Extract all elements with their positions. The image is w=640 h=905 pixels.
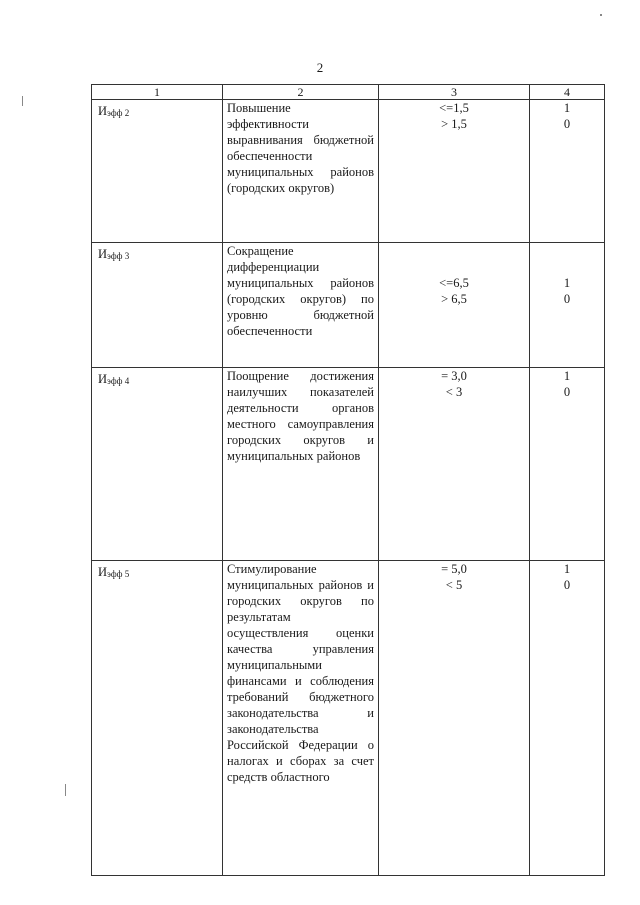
indicator-code: Иэфф 5 [92,561,223,876]
indicator-description: Стимулирование муниципальных районов и городских округов по результатам осуществления оценки качества управления муниципальными финансами и соблюдения требований бюджетного законодательства и законодательства Российской Федерации о налогах и сборах за счет средств областного [223,561,379,876]
column-header: 1 [92,85,223,100]
column-header: 4 [530,85,605,100]
scores [530,243,605,368]
threshold-value: > 6,5 [441,292,467,306]
score-value: 0 [563,578,571,592]
threshold-value: <=1,5 [439,101,469,115]
table-row [92,561,605,876]
threshold-value: <=6,5 [439,276,469,290]
scan-mark [600,14,602,16]
threshold-value: = 5,0 [441,562,467,576]
threshold-values [379,100,530,243]
score-value: 1 [563,276,571,290]
indicator-description: Поощрение достижения наилучших показателей деятельности органов местного самоуправления городских округов и муниципальных районов [223,368,379,561]
indicator-code: Иэфф 4 [92,368,223,561]
threshold-values [379,368,530,561]
table-row [92,243,605,368]
score-value: 0 [563,385,571,399]
indicator-description: Сокращение дифференциации муниципальных районов (городских округов) по уровню бюджетной обеспеченности [223,243,379,368]
threshold-value: > 1,5 [441,117,467,131]
indicator-code: Иэфф 2 [92,100,223,243]
threshold-values [379,243,530,368]
indicator-description: Повышение эффективности выравнивания бюджетной обеспеченности муниципальных районов (городских округов) [223,100,379,243]
column-header: 2 [223,85,379,100]
scores [530,100,605,243]
score-value: 0 [563,117,571,131]
table-row [92,100,605,243]
scan-mark [22,96,23,106]
scores [530,368,605,561]
score-value: 1 [563,369,571,383]
table-row [92,368,605,561]
threshold-value: < 5 [445,578,463,592]
threshold-value: < 3 [445,385,463,399]
scan-mark [65,784,66,796]
indicator-code: Иэфф 3 [92,243,223,368]
table-header-row [92,85,605,100]
score-value: 1 [563,562,571,576]
scores [530,561,605,876]
threshold-values [379,561,530,876]
score-value: 1 [563,101,571,115]
score-value: 0 [563,292,571,306]
column-header: 3 [379,85,530,100]
threshold-value: = 3,0 [441,369,467,383]
criteria-table [91,84,605,876]
page-number: 2 [316,60,324,75]
